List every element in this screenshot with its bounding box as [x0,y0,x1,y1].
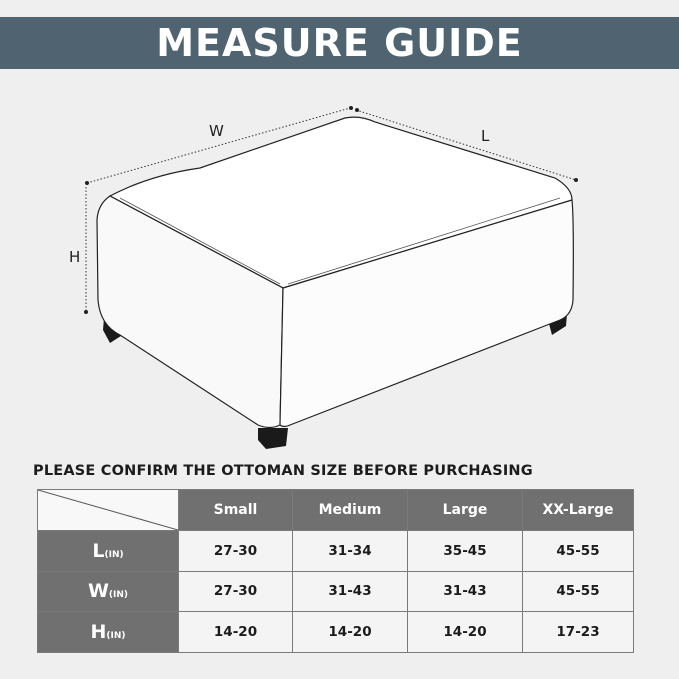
ottoman-diagram [0,90,679,460]
row-label: H [90,621,107,644]
column-header-small: Small [179,490,293,531]
column-header-medium: Medium [293,490,408,531]
row-label: L [92,539,105,562]
row-header-width [38,571,179,612]
table-cell: 35-45 [408,531,523,572]
table-cell: 31-43 [408,571,523,612]
purchase-notice: PLEASE CONFIRM THE OTTOMAN SIZE BEFORE PURCHASING [33,463,533,479]
unit-label: (IN) [106,631,126,642]
width-label: W [209,122,224,140]
size-table [37,489,634,653]
ottoman-illustration [0,90,679,460]
table-row [38,571,634,612]
table-corner-cell [38,490,179,531]
table-cell: 27-30 [179,531,293,572]
table-cell: 14-20 [293,612,408,653]
title-banner [0,17,679,69]
table-cell: 27-30 [179,571,293,612]
column-header-large: Large [408,490,523,531]
banner-title: MEASURE GUIDE [156,21,523,65]
row-header-length [38,531,179,572]
column-header-xx-large: XX-Large [523,490,634,531]
table-cell: 31-34 [293,531,408,572]
table-header-row [38,490,634,531]
height-label: H [69,248,81,266]
table-cell: 17-23 [523,612,634,653]
table-cell: 31-43 [293,571,408,612]
table-row [38,612,634,653]
table-cell: 45-55 [523,531,634,572]
row-label: W [87,580,109,603]
unit-label: (IN) [104,549,124,560]
unit-label: (IN) [108,590,129,601]
table-row [38,531,634,572]
row-header-height [38,612,179,653]
length-label: L [481,127,490,145]
table-cell: 45-55 [523,571,634,612]
table-cell: 14-20 [179,612,293,653]
table-cell: 14-20 [408,612,523,653]
